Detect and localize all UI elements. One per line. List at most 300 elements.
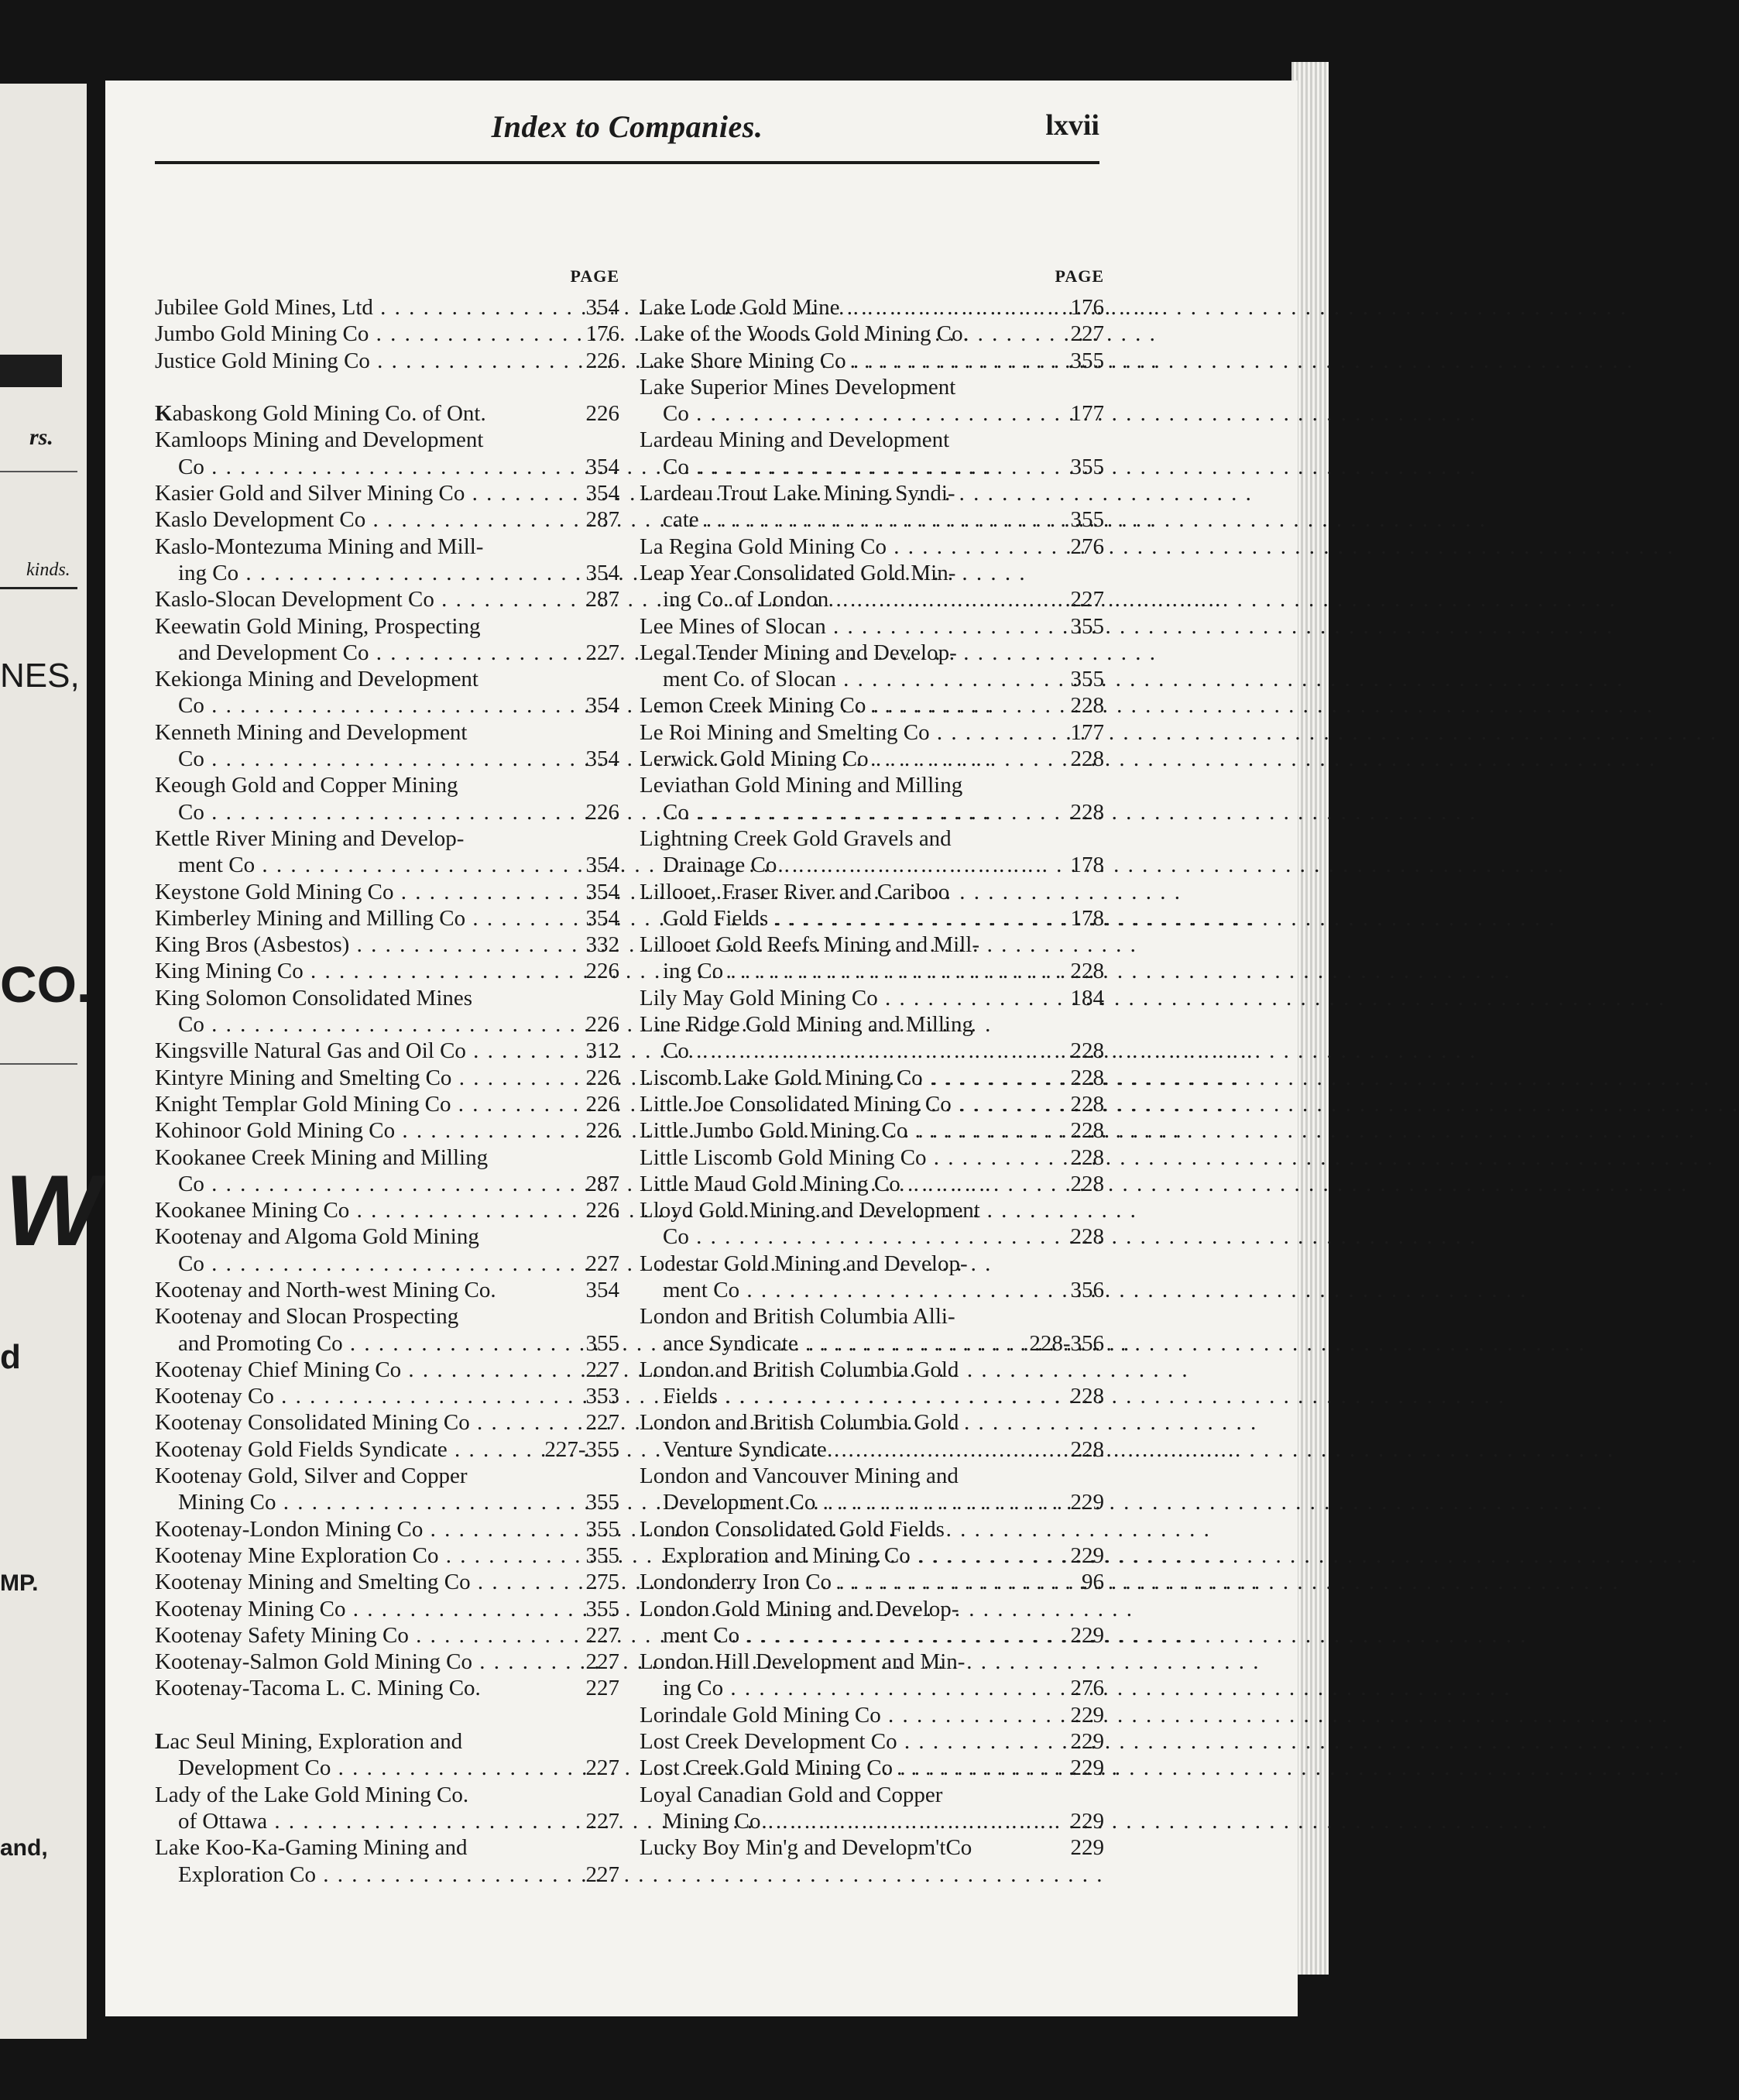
entry-name: Fields . . . xyxy=(663,1383,1051,1409)
entry-page: 228 xyxy=(1070,1065,1104,1090)
index-entry-line xyxy=(640,1675,1104,1701)
index-entry-line xyxy=(640,692,1104,719)
entry-name: Lemon Creek Mining Co . . . xyxy=(640,692,1051,719)
entry-page: 227 xyxy=(585,1755,619,1781)
entry-page: 226 xyxy=(585,1012,619,1038)
entry-page: 354 xyxy=(585,905,619,931)
index-entry-line xyxy=(640,1144,1104,1171)
entry-name: Kootenay and Algoma Gold Mining xyxy=(155,1224,479,1250)
entry-name: Lightning Creek Gold Gravels and xyxy=(640,825,952,851)
index-entry-line xyxy=(155,985,619,1011)
index-entry-line xyxy=(640,879,1104,905)
entry-page: 229 xyxy=(1070,1542,1104,1568)
entry-name: Lost Creek Development Co . . . xyxy=(640,1728,1051,1755)
entry-page: 229 xyxy=(1070,1755,1104,1781)
index-entry-line xyxy=(155,719,619,746)
index-entry-line xyxy=(155,534,619,560)
entry-name: Leap Year Consolidated Gold Min- xyxy=(640,560,956,585)
entry-page: 228 xyxy=(1070,799,1104,825)
index-entry-line xyxy=(640,958,1104,984)
entry-name: ing Co . . . xyxy=(663,958,1051,984)
entry-name: and Development Co . . . xyxy=(178,640,567,666)
entry-page: 228 xyxy=(1070,1224,1104,1250)
index-entry-line xyxy=(155,1223,619,1250)
entry-name: Kaslo-Montezuma Mining and Mill- xyxy=(155,534,484,559)
index-entry-line xyxy=(640,1091,1104,1117)
index-entry-line xyxy=(155,746,619,772)
entry-name: Kootenay-Tacoma L. C. Mining Co. xyxy=(155,1676,481,1701)
index-entry-line xyxy=(640,1171,1104,1197)
entry-page: 276 xyxy=(1070,1676,1104,1701)
entry-name: Kookanee Mining Co . . . xyxy=(155,1197,567,1223)
header-rule xyxy=(155,161,1099,164)
entry-name: Little Liscomb Gold Mining Co . . . xyxy=(640,1144,1051,1171)
entry-name: ment Co . . . xyxy=(663,1622,1051,1649)
entry-name: Kootenay and North-west Mining Co. xyxy=(155,1277,496,1302)
entry-page: 227 xyxy=(1070,321,1104,347)
entry-name: Kootenay Safety Mining Co . . . xyxy=(155,1622,567,1649)
entry-name: Co . . . xyxy=(178,799,567,825)
index-entry-line xyxy=(155,1409,619,1436)
index-entry-line xyxy=(155,454,619,480)
entry-name: Lardeau Trout Lake Mining Syndi- xyxy=(640,481,955,506)
index-entry-line xyxy=(640,905,1104,932)
entry-name: Kootenay-London Mining Co . . . xyxy=(155,1516,567,1542)
index-entry-line xyxy=(155,1675,619,1701)
index-entry-line xyxy=(640,1622,1104,1649)
entry-name: Kekionga Mining and Development xyxy=(155,667,478,692)
entry-name: Liscomb Lake Gold Mining Co . . . xyxy=(640,1065,1051,1091)
running-title: Index to Companies. xyxy=(491,109,763,144)
index-entry-line xyxy=(640,1516,1104,1542)
entry-name: London and British Columbia Gold xyxy=(640,1357,959,1382)
entry-name: Kootenay Chief Mining Co . . . xyxy=(155,1357,567,1383)
entry-page: 287 xyxy=(585,507,619,533)
index-entry-line xyxy=(640,852,1104,878)
entry-page: 226 xyxy=(585,1091,619,1117)
entry-name: Co . . . xyxy=(663,799,1051,825)
index-entry-line xyxy=(640,1702,1104,1728)
index-entry-line xyxy=(155,1117,619,1144)
fragment-mp: MP. xyxy=(0,1570,39,1596)
fragment-kinds: kinds. xyxy=(26,560,70,580)
entry-name: Kootenay Gold Fields Syndicate . . . xyxy=(155,1436,567,1463)
entry-page: 227 xyxy=(585,640,619,665)
index-entry-line xyxy=(155,348,619,374)
entry-page: 227-355 xyxy=(544,1436,619,1462)
entry-name: Londonderry Iron Co . . . xyxy=(640,1569,1051,1595)
entry-page: 355 xyxy=(585,1542,619,1568)
entry-name: Drainage Co . . . xyxy=(663,852,1051,878)
entry-page: 275 xyxy=(585,1570,619,1595)
index-entry-line xyxy=(640,719,1104,746)
left-rule xyxy=(0,471,77,472)
entry-page: 354 xyxy=(585,481,619,506)
index-entry-line xyxy=(640,799,1104,825)
index-entry-line xyxy=(640,427,1104,453)
entry-name: cate . . . xyxy=(663,506,1051,533)
entry-page: 355 xyxy=(585,1596,619,1621)
entry-page: 184 xyxy=(1070,985,1104,1011)
entry-page: 287 xyxy=(585,587,619,612)
index-entry-line xyxy=(155,321,619,347)
entry-name: Lake of the Woods Gold Mining Co. xyxy=(640,321,969,347)
entry-page: 226 xyxy=(585,1118,619,1144)
entry-page: 355 xyxy=(585,1490,619,1515)
index-entry-line xyxy=(640,640,1104,666)
index-entry-line xyxy=(640,1463,1104,1489)
entry-page: 229 xyxy=(1070,1835,1104,1861)
index-entry-line xyxy=(640,1251,1104,1277)
entry-page: 229 xyxy=(1070,1622,1104,1648)
entry-name: Exploration Co . . . xyxy=(178,1862,567,1888)
index-entry-line xyxy=(155,1489,619,1515)
index-entry-line xyxy=(155,586,619,612)
index-entry-line xyxy=(155,427,619,453)
index-entry-line xyxy=(155,1516,619,1542)
index-entry-line xyxy=(155,480,619,506)
index-list xyxy=(640,294,1104,1862)
entry-name: Legal Tender Mining and Develop- xyxy=(640,640,957,665)
entry-name: Lloyd Gold Mining and Development xyxy=(640,1198,980,1223)
entry-name: Jubilee Gold Mines, Ltd . . . xyxy=(155,294,567,321)
index-entry-line xyxy=(155,825,619,852)
index-entry-line xyxy=(155,799,619,825)
index-entry-line xyxy=(155,560,619,586)
entry-name: Lillooet, Fraser River and Cariboo xyxy=(640,879,950,904)
index-entry-line xyxy=(155,294,619,321)
entry-name: Co . . . xyxy=(178,454,567,480)
entry-name: King Bros (Asbestos) . . . xyxy=(155,932,567,958)
index-entry-line xyxy=(640,454,1104,480)
entry-page: 178 xyxy=(1070,905,1104,931)
entry-name: London Gold Mining and Develop- xyxy=(640,1596,959,1621)
entry-name: Keewatin Gold Mining, Prospecting xyxy=(155,613,481,639)
index-entry-line xyxy=(155,1144,619,1171)
index-entry-line xyxy=(640,746,1104,772)
entry-name: Lake Superior Mines Development xyxy=(640,374,956,400)
entry-name: Kohinoor Gold Mining Co . . . xyxy=(155,1117,567,1144)
entry-page: 177 xyxy=(1070,401,1104,427)
entry-name: Kootenay Mining Co . . . xyxy=(155,1596,567,1622)
index-entry-line xyxy=(640,985,1104,1011)
entry-name: King Mining Co . . . xyxy=(155,958,567,984)
entry-name: of Ottawa . . . xyxy=(178,1808,567,1834)
entry-page: 227 xyxy=(1070,587,1104,612)
entry-page: 354 xyxy=(585,295,619,320)
index-entry-line xyxy=(640,374,1104,400)
entry-name: Jumbo Gold Mining Co . . . xyxy=(155,321,567,347)
entry-page: 355 xyxy=(585,1330,619,1356)
entry-name: London and Vancouver Mining and xyxy=(640,1463,959,1489)
entry-page: 332 xyxy=(585,932,619,958)
entry-name: Lake Koo-Ka-Gaming Mining and xyxy=(155,1835,468,1861)
entry-page: 227 xyxy=(585,1676,619,1701)
index-entry-line xyxy=(640,1330,1104,1357)
entry-name: Lac Seul Mining, Exploration and xyxy=(155,1729,463,1755)
entry-page: 354 xyxy=(585,746,619,772)
fragment-co: CO. xyxy=(0,956,91,1013)
index-entry-line xyxy=(155,666,619,692)
index-entry-line xyxy=(155,1038,619,1064)
index-entry-line xyxy=(155,1277,619,1303)
index-entry-line xyxy=(155,1357,619,1383)
index-entry-line xyxy=(155,1542,619,1569)
entry-page: 226 xyxy=(585,401,619,427)
entry-name: Lake Shore Mining Co . . . xyxy=(640,348,1051,374)
index-entry-line xyxy=(640,1065,1104,1091)
index-entry-line xyxy=(640,560,1104,586)
index-entry-line xyxy=(640,1277,1104,1303)
entry-name: Lake Lode Gold Mine . . . xyxy=(640,294,1051,321)
index-entry-line xyxy=(640,534,1104,560)
previous-page-edge xyxy=(0,84,100,2039)
index-entry-line xyxy=(155,640,619,666)
index-entry-line xyxy=(640,772,1104,798)
entry-name: Line Ridge Gold Mining and Milling xyxy=(640,1012,973,1038)
entry-page: 229 xyxy=(1070,1490,1104,1515)
entry-page: 228 xyxy=(1070,1384,1104,1409)
entry-page: 228 xyxy=(1070,1436,1104,1462)
entry-name: Development Co . . . xyxy=(663,1489,1051,1515)
entry-page: 355 xyxy=(1070,613,1104,639)
fragment-and: and, xyxy=(0,1835,48,1861)
index-entry-line xyxy=(640,400,1104,427)
entry-page: 226 xyxy=(585,799,619,825)
section-initial: K xyxy=(155,401,173,427)
index-entry-line xyxy=(155,1834,619,1861)
index-entry-line xyxy=(155,1569,619,1595)
entry-name: Lily May Gold Mining Co . . . xyxy=(640,985,1051,1011)
index-entry-line xyxy=(155,1436,619,1463)
entry-page: 356 xyxy=(1070,1277,1104,1302)
index-entry-line xyxy=(640,825,1104,852)
entry-name: Co . . . xyxy=(663,454,1051,480)
entry-page: 227 xyxy=(585,1357,619,1382)
entry-page: 227 xyxy=(585,1808,619,1834)
index-entry-line xyxy=(155,1091,619,1117)
entry-name: Lady of the Lake Gold Mining Co. xyxy=(155,1782,469,1807)
entry-name: Co . . . xyxy=(178,1011,567,1038)
index-entry-line xyxy=(640,321,1104,347)
entry-name: Kookanee Creek Mining and Milling xyxy=(155,1144,489,1170)
index-entry-line xyxy=(640,1409,1104,1436)
index-entry-line xyxy=(640,1357,1104,1383)
spacer xyxy=(155,1702,619,1728)
entry-page: 354 xyxy=(585,879,619,904)
entry-page: 355 xyxy=(1070,667,1104,692)
entry-page: 226 xyxy=(585,1065,619,1090)
index-entry-line xyxy=(640,666,1104,692)
index-entry-line xyxy=(155,1782,619,1808)
entry-name: Keystone Gold Mining Co . . . xyxy=(155,879,567,905)
entry-page: 226 xyxy=(585,348,619,373)
index-entry-line xyxy=(155,1303,619,1330)
entry-name: Co . . . xyxy=(178,1171,567,1197)
index-entry-line xyxy=(640,1436,1104,1463)
index-entry-line xyxy=(155,692,619,719)
index-entry-line xyxy=(155,1251,619,1277)
entry-name: Lodestar Gold Mining and Develop- xyxy=(640,1251,968,1276)
entry-name: Development Co . . . xyxy=(178,1755,567,1781)
entry-name: ment Co . . . xyxy=(663,1277,1051,1303)
column-heading: PAGE xyxy=(1055,266,1104,286)
entry-name: Kingsville Natural Gas and Oil Co . . . xyxy=(155,1038,567,1064)
index-entry-line xyxy=(155,1862,619,1888)
section-initial: L xyxy=(155,1729,170,1755)
entry-name: Kabaskong Gold Mining Co. of Ont. xyxy=(155,401,486,427)
entry-name: Lee Mines of Slocan . . . xyxy=(640,613,1051,640)
entry-name: Lerwick Gold Mining Co . . . xyxy=(640,746,1051,772)
index-entry-line xyxy=(640,506,1104,533)
index-entry-line xyxy=(155,400,619,427)
entry-name: Kaslo Development Co . . . xyxy=(155,506,567,533)
index-entry-line xyxy=(155,1649,619,1675)
fragment-d: d xyxy=(0,1338,21,1376)
entry-page: 355 xyxy=(1070,348,1104,373)
entry-page: 228 xyxy=(1070,1144,1104,1170)
left-rule xyxy=(0,1063,77,1065)
entry-page: 355 xyxy=(585,1516,619,1542)
index-entry-line xyxy=(640,480,1104,506)
entry-page: 354 xyxy=(585,853,619,878)
entry-name: King Solomon Consolidated Mines xyxy=(155,985,473,1011)
entry-page: 96 xyxy=(1082,1570,1104,1595)
index-entry-line xyxy=(155,1065,619,1091)
index-entry-line xyxy=(155,1463,619,1489)
entry-name: Kootenay Mine Exploration Co . . . xyxy=(155,1542,567,1569)
index-entry-line xyxy=(640,294,1104,321)
fragment-nes: NES, xyxy=(0,657,80,695)
page-number: lxvii xyxy=(1045,109,1099,142)
entry-name: Le Roi Mining and Smelting Co . . . xyxy=(640,719,1051,746)
entry-name: Mining Co . . . xyxy=(663,1808,1051,1834)
index-entry-line xyxy=(640,1542,1104,1569)
index-entry-line xyxy=(155,1596,619,1622)
index-entry-line xyxy=(640,1755,1104,1781)
black-ornament xyxy=(0,355,62,387)
index-entry-line xyxy=(640,1782,1104,1808)
index-entry-line xyxy=(640,1383,1104,1409)
index-entry-line xyxy=(155,852,619,878)
entry-page: 227 xyxy=(585,1622,619,1648)
entry-name: Lucky Boy Min'g and Developm'tCo xyxy=(640,1835,972,1861)
entry-name: Keough Gold and Copper Mining xyxy=(155,773,458,798)
entry-page: 228 xyxy=(1070,1171,1104,1196)
index-entry-line xyxy=(640,1834,1104,1861)
entry-page: 228 xyxy=(1070,746,1104,772)
fragment-rs: rs. xyxy=(29,424,53,450)
index-entry-line xyxy=(640,1569,1104,1595)
entry-page: 355 xyxy=(1070,507,1104,533)
entry-page: 228-356 xyxy=(1029,1330,1104,1356)
index-entry-line xyxy=(155,1383,619,1409)
index-entry-line xyxy=(155,1011,619,1038)
entry-name: Lost Creek Gold Mining Co . . . xyxy=(640,1755,1051,1781)
entry-name: London Consolidated Gold Fields xyxy=(640,1516,945,1542)
entry-name: Mining Co . . . xyxy=(178,1489,567,1515)
index-entry-line xyxy=(640,613,1104,640)
entry-name: Little Jumbo Gold Mining Co . . . xyxy=(640,1117,1051,1144)
entry-page: 354 xyxy=(585,560,619,585)
entry-name: Lardeau Mining and Development xyxy=(640,427,950,453)
entry-page: 287 xyxy=(585,1171,619,1196)
entry-page: 228 xyxy=(1070,693,1104,719)
entry-page: 354 xyxy=(585,693,619,719)
index-entry-line xyxy=(640,1489,1104,1515)
entry-name: Loyal Canadian Gold and Copper xyxy=(640,1782,943,1807)
index-entry-line xyxy=(640,1197,1104,1223)
entry-page: 176 xyxy=(1070,295,1104,320)
entry-name: ment Co. of Slocan . . . xyxy=(663,666,1051,692)
entry-page: 178 xyxy=(1070,853,1104,878)
entry-name: Co . . . xyxy=(663,1038,1051,1064)
entry-name: Exploration and Mining Co . . . xyxy=(663,1542,1051,1569)
entry-page: 276 xyxy=(1070,534,1104,559)
entry-page: 228 xyxy=(1070,959,1104,984)
entry-name: Kootenay Gold, Silver and Copper xyxy=(155,1463,468,1489)
index-entry-line xyxy=(155,1728,619,1755)
entry-page: 227 xyxy=(585,1410,619,1436)
index-entry-line xyxy=(640,586,1104,612)
entry-name: Co . . . xyxy=(178,692,567,719)
index-entry-line xyxy=(155,958,619,984)
index-entry-line xyxy=(155,905,619,932)
entry-name: Kootenay Mining and Smelting Co . . . xyxy=(155,1569,567,1595)
index-entry-line xyxy=(640,1038,1104,1064)
index-entry-line xyxy=(155,1808,619,1834)
entry-name: Justice Gold Mining Co . . . xyxy=(155,348,567,374)
entry-name: Kenneth Mining and Development xyxy=(155,719,468,745)
entry-page: 229 xyxy=(1070,1729,1104,1755)
left-rule xyxy=(0,587,77,589)
index-entry-line xyxy=(155,1171,619,1197)
entry-name: Kootenay-Salmon Gold Mining Co . . . xyxy=(155,1649,567,1675)
column-heading: PAGE xyxy=(570,266,619,286)
index-entry-line xyxy=(155,772,619,798)
index-entry-line xyxy=(155,879,619,905)
index-entry-line xyxy=(640,1596,1104,1622)
entry-page: 229 xyxy=(1070,1702,1104,1728)
entry-name: Kootenay Consolidated Mining Co . . . xyxy=(155,1409,567,1436)
index-entry-line xyxy=(155,932,619,958)
entry-page: 228 xyxy=(1070,1091,1104,1117)
entry-name: Little Maud Gold Mining Co . . . xyxy=(640,1171,1051,1197)
entry-page: 227 xyxy=(585,1251,619,1276)
index-entry-line xyxy=(155,1197,619,1223)
index-entry-line xyxy=(155,1330,619,1357)
entry-name: and Promoting Co . . . xyxy=(178,1330,567,1357)
entry-page: 227 xyxy=(585,1649,619,1675)
index-entry-line xyxy=(640,1117,1104,1144)
entry-page: 353 xyxy=(585,1384,619,1409)
index-entry-line xyxy=(640,1728,1104,1755)
entry-name: ing Co . . . xyxy=(178,560,567,586)
entry-name: London Hill Development and Min- xyxy=(640,1649,966,1675)
entry-name: La Regina Gold Mining Co . . . xyxy=(640,534,1051,560)
index-entry-line xyxy=(155,1622,619,1649)
index-entry-line xyxy=(640,1223,1104,1250)
entry-page: 226 xyxy=(585,959,619,984)
entry-name: Kettle River Mining and Develop- xyxy=(155,825,465,851)
entry-page: 227 xyxy=(585,1862,619,1887)
entry-name: Venture Syndicate . . . xyxy=(663,1436,1051,1463)
entry-name: Co . . . xyxy=(178,746,567,772)
spacer xyxy=(155,374,619,400)
index-entry-line xyxy=(640,1808,1104,1834)
entry-page: 176 xyxy=(585,321,619,347)
entry-name: ment Co . . . xyxy=(178,852,567,878)
